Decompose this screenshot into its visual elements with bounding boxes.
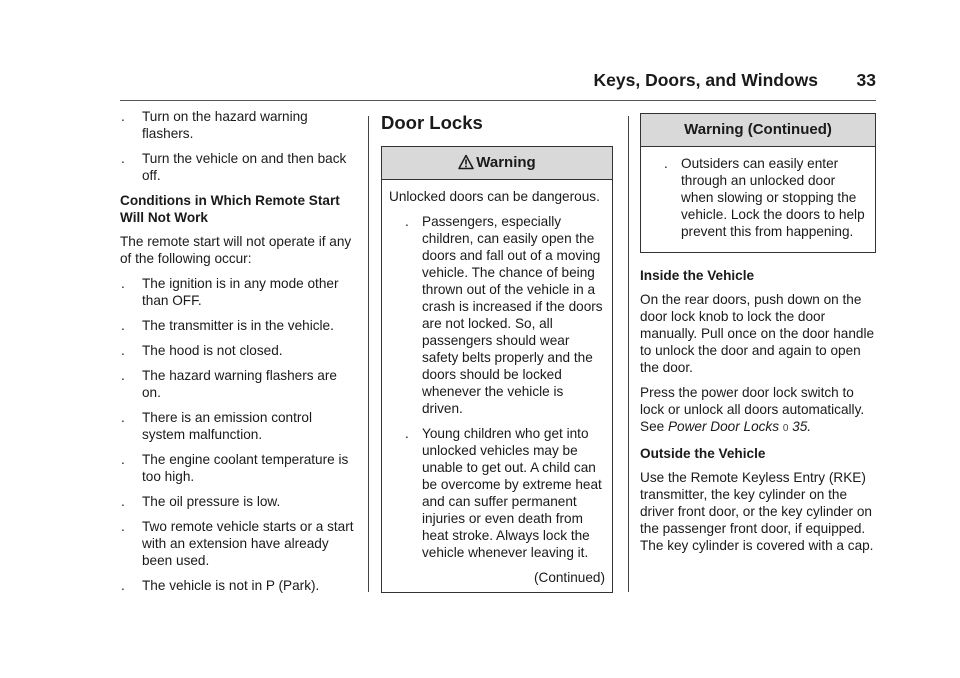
bullet-glyph: . <box>405 214 409 229</box>
bullet-glyph: . <box>121 151 125 166</box>
bullet-glyph: . <box>121 494 125 509</box>
section-title: Door Locks <box>381 112 483 133</box>
bullet-glyph: . <box>121 410 125 425</box>
bullet-glyph: . <box>121 318 125 333</box>
cross-reference-link[interactable]: Power Door Locks <box>667 419 780 434</box>
warning-header: Warning (Continued) <box>641 114 875 147</box>
bullet-glyph: . <box>664 156 668 171</box>
column-2 <box>381 108 613 593</box>
bullet-glyph: . <box>405 426 409 441</box>
list-item: . The engine coolant temperature is too high. <box>121 452 349 484</box>
warning-triangle-icon <box>458 154 474 170</box>
list-item: . The vehicle is not in P (Park). <box>121 578 320 593</box>
bullet-glyph: . <box>121 368 125 383</box>
paragraph: On the rear doors, push down on the door lock knob to lock the door manually. Pull once on the door handle to unlock the door and again to open the door. <box>640 292 875 375</box>
bullet-glyph: . <box>121 519 125 534</box>
page-reference-icon: 0 <box>782 423 789 434</box>
warning-header <box>382 147 612 180</box>
list-item: . Young children who get into unlocked vehicles may be unable to get out. A child can be overcome by extreme heat and can suffer permanent injuries or even death from heat stroke. Always lock the vehicle whenever leaving it. <box>405 426 602 560</box>
list-item: . Passengers, especially children, can easily open the doors and fall out of a moving vehicle. The chance of being thrown out of the vehicle in a crash is increased if the doors are not locked. So, all passengers should wear safety belts properly and the doors should be locked whenever the vehicle is driven. <box>405 214 603 416</box>
list-item: . Turn the vehicle on and then back off. <box>121 151 347 183</box>
list-item: . The hazard warning flashers are on. <box>121 368 337 400</box>
page-number: 33 <box>856 70 876 90</box>
page-reference-number: 35. <box>792 419 812 434</box>
list-item: . The ignition is in any mode other than OFF. <box>121 276 339 308</box>
paragraph: Press the power door lock switch to lock or unlock all doors automatically. See Power Door Locks 0 35. <box>640 385 865 434</box>
header-title: Keys, Doors, and Windows <box>593 70 818 90</box>
warning-body <box>382 180 612 592</box>
bullet-glyph: . <box>121 578 125 593</box>
paragraph: Use the Remote Keyless Entry (RKE) transmitter, the key cylinder on the driver front door, or the key cylinder on the passenger front door, if equipped. The key cylinder is covered with a cap. <box>640 470 874 553</box>
list-item: . Turn on the hazard warning flashers. <box>121 109 308 141</box>
warning-box <box>640 113 876 253</box>
list-item: . The transmitter is in the vehicle. <box>121 318 334 333</box>
list-item: . Two remote vehicle starts or a start with an extension have already been used. <box>121 519 354 568</box>
subsection-heading: Inside the Vehicle <box>640 268 755 283</box>
column-1 <box>120 108 356 602</box>
subsection-heading: Conditions in Which Remote Start Will Not Work <box>120 193 340 225</box>
list-item: . The oil pressure is low. <box>121 494 281 509</box>
bullet-glyph: . <box>121 276 125 291</box>
bullet-glyph: . <box>121 452 125 467</box>
paragraph: Unlocked doors can be dangerous. <box>389 189 600 204</box>
subsection-heading: Outside the Vehicle <box>640 446 766 461</box>
warning-body <box>641 147 875 252</box>
continued-label: (Continued) <box>533 570 605 585</box>
page-header <box>120 72 876 101</box>
bullet-glyph: . <box>121 343 125 358</box>
paragraph: The remote start will not operate if any of the following occur: <box>120 234 352 266</box>
column-divider <box>628 116 629 592</box>
list-item: . The hood is not closed. <box>121 343 283 358</box>
list-item: . Outsiders can easily enter through an unlocked door when slowing or stopping the vehicle. Lock the doors to help prevent this from happening. <box>664 156 865 239</box>
warning-title: Warning <box>476 154 536 171</box>
warning-box <box>381 146 613 593</box>
list-item: . There is an emission control system malfunction. <box>121 410 312 442</box>
column-3 <box>640 113 876 562</box>
bullet-glyph: . <box>121 109 125 124</box>
column-divider <box>368 116 369 592</box>
